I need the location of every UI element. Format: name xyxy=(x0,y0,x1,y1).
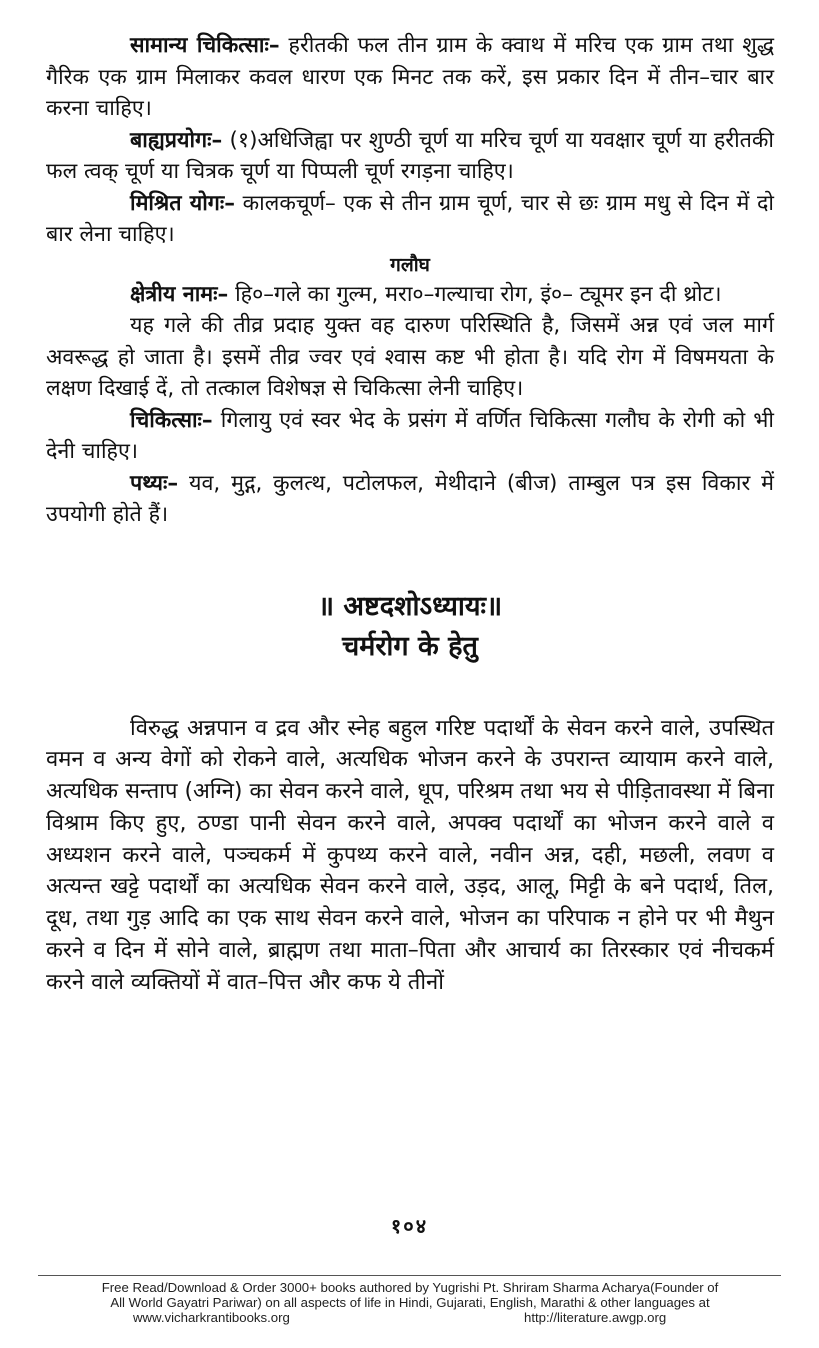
page-number: १०४ xyxy=(390,1214,429,1238)
text-galaugh-treatment: गिलायु एवं स्वर भेद के प्रसंग में वर्णित चिकित्सा गलौघ के रोगी को भी देनी चाहिए। xyxy=(46,407,774,464)
paragraph-skin-disease-causes: विरुद्ध अन्नपान व द्रव और स्नेह बहुल गरिष्ट पदार्थों के सेवन करने वाले, उपस्थित वमन व अन्य वेगों को रोकने वाले, अत्यधिक भोजन करने के उपरान्त व्यायाम करने वाले, अत्यधिक सन्ताप (अग्नि) का सेवन करने वाले, धूप, परिश्रम तथा भय से पीड़ितावस्था में बिना विश्राम किए हुए, ठण्डा पानी सेवन करने वाले, अपक्व पदार्थों का भोजन करने वाले व अध्यशन करने वाले, पञ्चकर्म में कुपथ्य करने वाले, नवीन अन्न, दही, मछली, लवण व अत्यन्त खट्टे पदार्थों का अत्यधिक सेवन करने वाले, उड़द, आलू, मिट्टी के बने पदार्थ, तिल, दूध, तथा गुड़ आदि का एक साथ सेवन करने वाले, भोजन का परिपाक न होने पर भी मैथुन करने व दिन में सोने वाले, ब्राह्मण तथा माता–पिता और आचार्य का तिरस्कार एवं नीचकर्म करने वाले व्यक्तियों में वात–पित्त और कफ ये तीनों xyxy=(46,715,774,995)
text-external-use: (१)अधिजिह्वा पर शुण्ठी चूर्ण या मरिच चूर्ण या यवक्षार चूर्ण या हरीतकी फल त्वक् चूर्ण या चित्रक चूर्ण या पिप्पली चूर्ण रगड़ना चाहिए। xyxy=(46,127,774,184)
paragraph-galaugh-description: यह गले की तीव्र प्रदाह युक्त वह दारुण परिस्थिति है, जिसमें अन्न एवं जल मार्ग अवरूद्ध हो जाता है। इसमें तीव्र ज्वर एवं श्वास कष्ट भी होता है। यदि रोग में विषमयता के लक्षण दिखाई दें, तो तत्काल विशेषज्ञ से चिकित्सा लेनी चाहिए। xyxy=(46,313,774,401)
footer-link-vicharkranti[interactable]: www.vicharkrantibooks.org xyxy=(133,1310,290,1325)
label-general-treatment: सामान्य चिकित्साः– xyxy=(130,33,280,58)
footer-links xyxy=(30,1310,790,1325)
paragraph-regional-names xyxy=(46,279,774,311)
page-content xyxy=(46,30,774,999)
paragraph-galaugh-treatment xyxy=(46,405,774,468)
paragraph-diet xyxy=(46,468,774,531)
text-diet: यव, मुद्ग, कुलत्थ, पटोलफल, मेथीदाने (बीज) ताम्बुल पत्र इस विकार में उपयोगी होते हैं। xyxy=(46,470,774,527)
chapter-subtitle: चर्मरोग के हेतु xyxy=(342,630,478,662)
spacer xyxy=(46,531,774,587)
chapter-title: ॥ अष्टदशोऽध्यायः॥ xyxy=(317,590,503,622)
label-external-use: बाह्यप्रयोगः– xyxy=(130,127,223,153)
label-regional-names: क्षेत्रीय नामः– xyxy=(130,281,229,307)
footer-line-1: Free Read/Download & Order 3000+ books authored by Yugrishi Pt. Shriram Sharma Acharya(Founder of xyxy=(101,1280,719,1295)
text-regional-names: हि०–गले का गुल्म, मरा०–गल्याचा रोग, इं०– ट्यूमर इन दी थ्रोट। xyxy=(228,281,722,307)
footer-line-2: All World Gayatri Pariwar) on all aspects of life in Hindi, Gujarati, English, Marathi & other languages at xyxy=(110,1295,710,1310)
paragraph-general-treatment xyxy=(46,30,774,125)
paragraph-external-use xyxy=(46,125,774,188)
footer-divider xyxy=(38,1275,781,1276)
footer xyxy=(30,1280,790,1325)
label-diet: पथ्यः– xyxy=(130,470,179,496)
paragraph-mixed-formula xyxy=(46,188,774,251)
chapter-body xyxy=(46,713,774,999)
label-galaugh-treatment: चिकित्साः– xyxy=(130,407,213,433)
text-general-treatment: हरीतकी फल तीन ग्राम के क्वाथ में मरिच एक ग्राम तथा शुद्ध गैरिक एक ग्राम मिलाकर कवल धारण एक मिनट तक करें, इस प्रकार दिन में तीन–चार बार करना चाहिए। xyxy=(46,33,774,121)
heading-galaugh: गलौघ xyxy=(390,253,430,276)
footer-link-awgp[interactable]: http://literature.awgp.org xyxy=(524,1310,667,1325)
label-mixed-formula: मिश्रित योगः– xyxy=(130,190,236,216)
spacer xyxy=(46,667,774,713)
text-mixed-formula: कालकचूर्ण– एक से तीन ग्राम चूर्ण, चार से छः ग्राम मधु से दिन में दो बार लेना चाहिए। xyxy=(46,190,774,247)
